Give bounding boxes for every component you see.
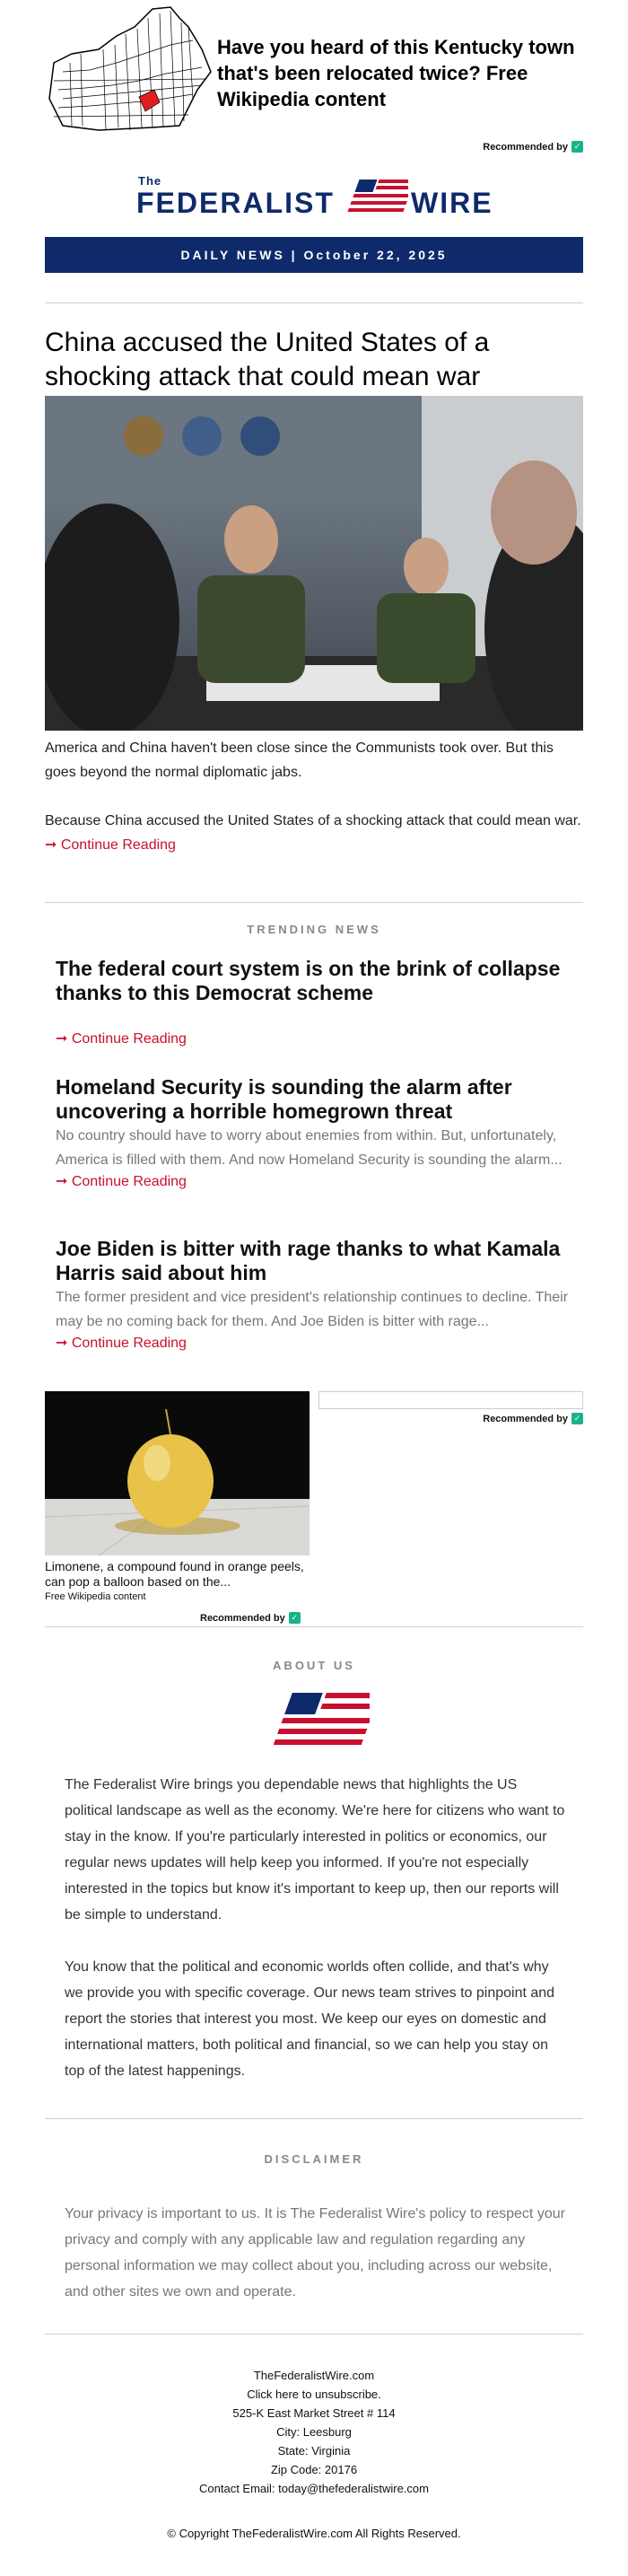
about-us-text (65, 1772, 567, 2110)
logo-the-text: The (138, 174, 162, 188)
about-paragraph: You know that the political and economic worlds often collide, and that's why we provide you with specific coverage. Our news team strives to pinpoint and report the stories that interest you most. We keep our eyes on domestic and international matters, both political and financial, so we can help you stay on top of the latest happenings. (65, 1959, 555, 2079)
trending-continue-reading-link[interactable]: ➞ Continue Reading (56, 1031, 187, 1047)
promo-balloon-image[interactable] (45, 1391, 310, 1555)
divider (45, 1626, 583, 1627)
trending-item[interactable] (56, 1075, 585, 1190)
about-paragraph: The Federalist Wire brings you dependable news that highlights the US political landscape as well as the economy. We're here for citizens who want to stay in the know. If you're particularly interested in politics or economics, our regular news updates will help keep you informed. If you're not especially interested in the topics but know it's important to keep up, then our reports will be simple to understand. (65, 1777, 565, 1923)
logo-federalist-text: FEDERALIST (136, 187, 335, 219)
recommended-logo-icon: ✓ (571, 1413, 583, 1424)
daily-news-date-bar: DAILY NEWS | October 22, 2025 (45, 237, 583, 273)
trending-item-title[interactable]: The federal court system is on the brink of collapse thanks to this Democrat scheme (56, 957, 561, 1004)
recommended-by-link[interactable] (200, 1612, 301, 1624)
flag-emblem-icon (258, 1687, 370, 1759)
main-continue-reading-link[interactable]: ➞ Continue Reading (45, 837, 176, 853)
recommended-by-label: Recommended by (483, 1413, 568, 1424)
trending-item[interactable] (56, 1237, 585, 1352)
kentucky-map-image[interactable] (45, 0, 215, 136)
trending-item-excerpt: No country should have to worry about enemies from within. But, unfortunately, America is filled with them. And now Homeland Security is sounding the alarm... (56, 1128, 563, 1168)
promo-broken-image[interactable] (318, 1391, 583, 1409)
trending-item-excerpt: The former president and vice president's relationship continues to decline. Their may be no coming back for them. And Joe Biden is bitter with rage... (56, 1290, 569, 1329)
recommended-by-label: Recommended by (483, 141, 568, 153)
trending-item-title[interactable]: Joe Biden is bitter with rage thanks to what Kamala Harris said about him (56, 1237, 561, 1284)
trending-news-label: TRENDING NEWS (247, 923, 381, 936)
recommended-logo-icon: ✓ (571, 141, 583, 153)
divider (45, 2334, 583, 2335)
footer-address: 525-K East Market Street # 114 (232, 2406, 396, 2420)
site-logo[interactable] (135, 171, 493, 224)
recommended-logo-icon: ✓ (289, 1612, 301, 1624)
divider (45, 302, 583, 303)
divider (45, 2118, 583, 2119)
logo-wire-text: WIRE (411, 187, 493, 219)
divider (45, 902, 583, 903)
promo-bottom-source: Free Wikipedia content (45, 1591, 146, 1602)
promo-top[interactable] (45, 0, 588, 136)
main-article-excerpt-1: America and China haven't been close since the Communists took over. But this goes beyond the normal diplomatic jabs. (45, 740, 554, 780)
trending-continue-reading-link[interactable]: ➞ Continue Reading (56, 1174, 187, 1189)
footer-state: State: Virginia (277, 2444, 351, 2458)
main-article-title[interactable]: China accused the United States of a shocking attack that could mean war (45, 328, 490, 391)
main-article-excerpt (45, 736, 583, 857)
footer-zip: Zip Code: 20176 (270, 2463, 358, 2476)
main-article-excerpt-2: Because China accused the United States of a shocking attack that could mean war. (45, 813, 581, 828)
promo-bottom-caption[interactable]: Limonene, a compound found in orange peels, can pop a balloon based on the... (45, 1559, 304, 1589)
trending-item-excerpt (56, 1005, 585, 1030)
disclaimer-text (65, 2201, 567, 2331)
footer-city: City: Leesburg (276, 2425, 352, 2439)
footer-email[interactable]: Contact Email: today@thefederalistwire.com (199, 2482, 429, 2495)
unsubscribe-link[interactable]: Click here to unsubscribe. (247, 2388, 381, 2401)
promo-bottom-card[interactable] (45, 1391, 310, 1602)
trending-continue-reading-link[interactable]: ➞ Continue Reading (56, 1336, 187, 1351)
footer-site-link[interactable]: TheFederalistWire.com (253, 2369, 375, 2382)
footer-copyright: © Copyright TheFederalistWire.com All Rights Reserved. (167, 2527, 461, 2540)
trending-item-title[interactable]: Homeland Security is sounding the alarm after uncovering a horrible homegrown threat (56, 1075, 512, 1123)
recommended-by-label: Recommended by (200, 1612, 285, 1624)
trending-item[interactable] (56, 957, 585, 1047)
disclaimer-label: DISCLAIMER (264, 2152, 364, 2166)
about-us-label: ABOUT US (273, 1659, 355, 1672)
disclaimer-paragraph: Your privacy is important to us. It is The Federalist Wire's policy to respect your privacy and comply with any applicable law and regulation regarding any personal information we may collect about you, including across our website, and other sites we own and operate. (65, 2206, 565, 2300)
recommended-by-link[interactable] (483, 1413, 583, 1424)
recommended-by-link[interactable] (483, 141, 583, 153)
footer (0, 2366, 628, 2498)
main-article-image[interactable] (45, 396, 583, 731)
promo-top-title[interactable]: Have you heard of this Kentucky town that's been relocated twice? Free Wikipedia content (217, 36, 575, 110)
flag-logo-icon (341, 176, 408, 219)
